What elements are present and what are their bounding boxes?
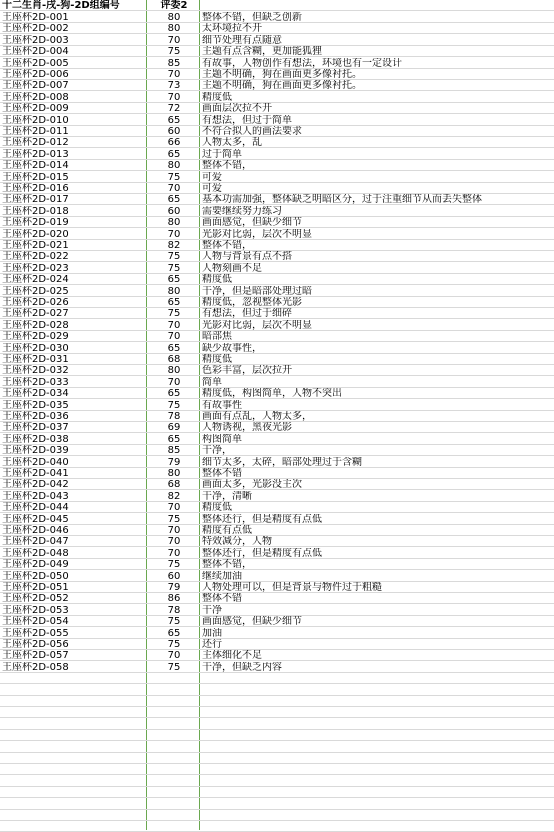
table-row	[0, 662, 554, 673]
header-cell-id[interactable]: 十二生肖-戌-狗-2D组编号	[2, 0, 120, 11]
cell-entry-id[interactable]: 王座杯2D-052	[2, 593, 69, 605]
cell-entry-id[interactable]: 王座杯2D-028	[2, 319, 69, 331]
cell-comment[interactable]: 色彩丰富，层次拉开	[202, 365, 292, 377]
cell-comment[interactable]: 特效减分，人物	[202, 536, 272, 548]
cell-score[interactable]: 65	[167, 297, 181, 308]
cell-entry-id[interactable]: 王座杯2D-038	[2, 433, 69, 445]
cell-comment[interactable]: 需要继续努力练习	[202, 205, 282, 217]
table-row	[0, 160, 554, 171]
cell-comment[interactable]: 简单	[202, 376, 222, 388]
header-cell-judge[interactable]: 评委2	[160, 0, 188, 11]
cell-score[interactable]: 85	[167, 57, 181, 69]
cell-entry-id[interactable]: 王座杯2D-022	[2, 251, 69, 263]
cell-score[interactable]: 75	[167, 262, 181, 274]
table-row	[0, 69, 554, 80]
table-row	[0, 274, 554, 285]
cell-entry-id[interactable]: 王座杯2D-036	[2, 411, 69, 422]
cell-comment[interactable]: 精度低，构图简单，人物不突出	[202, 388, 342, 400]
cell-score[interactable]: 70	[167, 502, 181, 514]
cell-entry-id[interactable]: 王座杯2D-035	[2, 399, 69, 411]
cell-score[interactable]: 82	[167, 240, 181, 251]
table-row	[0, 605, 554, 616]
table-row	[0, 548, 554, 559]
cell-entry-id[interactable]: 王座杯2D-005	[2, 57, 69, 69]
cell-score[interactable]: 70	[167, 34, 181, 46]
table-row	[0, 422, 554, 433]
cell-entry-id[interactable]: 王座杯2D-033	[2, 376, 69, 388]
empty-row	[0, 821, 554, 832]
cell-comment[interactable]: 精度低	[202, 274, 232, 286]
cell-entry-id[interactable]: 王座杯2D-023	[2, 262, 69, 274]
cell-score[interactable]: 72	[167, 103, 181, 115]
table-row	[0, 571, 554, 582]
cell-score[interactable]: 70	[167, 536, 181, 548]
empty-row	[0, 673, 554, 684]
cell-score[interactable]: 65	[167, 342, 181, 354]
table-row	[0, 593, 554, 604]
empty-row	[0, 753, 554, 764]
table-row	[0, 149, 554, 160]
cell-score[interactable]: 75	[167, 251, 181, 263]
table-row	[0, 331, 554, 342]
cell-entry-id[interactable]: 王座杯2D-044	[2, 502, 69, 514]
cell-score[interactable]: 60	[167, 570, 181, 582]
cell-comment[interactable]: 干净，清晰	[202, 490, 252, 502]
cell-entry-id[interactable]: 王座杯2D-020	[2, 228, 69, 240]
cell-entry-id[interactable]: 王座杯2D-034	[2, 388, 69, 400]
table-row	[0, 308, 554, 319]
cell-score[interactable]: 68	[167, 479, 181, 491]
cell-entry-id[interactable]: 王座杯2D-049	[2, 559, 69, 571]
cell-entry-id[interactable]: 王座杯2D-015	[2, 171, 69, 183]
cell-score[interactable]: 70	[167, 525, 181, 536]
cell-entry-id[interactable]: 王座杯2D-041	[2, 468, 69, 479]
table-row	[0, 434, 554, 445]
cell-comment[interactable]: 干净，	[202, 445, 232, 457]
cell-entry-id[interactable]: 王座杯2D-011	[2, 126, 69, 137]
cell-comment[interactable]: 人物太多，乱	[202, 137, 262, 149]
table-row	[0, 251, 554, 262]
cell-score[interactable]: 70	[167, 319, 181, 331]
table-row	[0, 172, 554, 183]
table-row	[0, 286, 554, 297]
cell-comment[interactable]: 可爱	[202, 171, 222, 183]
cell-entry-id[interactable]: 王座杯2D-014	[2, 160, 69, 172]
cell-comment[interactable]: 干净，但是暗部处理过暗	[202, 285, 312, 297]
cell-entry-id[interactable]: 王座杯2D-021	[2, 240, 69, 251]
table-row	[0, 388, 554, 399]
cell-entry-id[interactable]: 王座杯2D-047	[2, 536, 69, 548]
cell-score[interactable]: 75	[167, 639, 181, 650]
cell-comment[interactable]: 细节处理有点随意	[202, 34, 282, 46]
cell-comment[interactable]: 精度低	[202, 502, 232, 514]
table-row	[0, 365, 554, 376]
table-row	[0, 240, 554, 251]
cell-entry-id[interactable]: 王座杯2D-030	[2, 342, 69, 354]
cell-score[interactable]: 73	[167, 80, 181, 92]
cell-score[interactable]: 65	[167, 194, 181, 206]
cell-comment[interactable]: 过于简单	[202, 148, 242, 160]
cell-comment[interactable]: 干净	[202, 604, 222, 616]
cell-entry-id[interactable]: 王座杯2D-048	[2, 547, 69, 559]
table-row	[0, 343, 554, 354]
cell-score[interactable]: 65	[167, 274, 181, 286]
cell-comment[interactable]: 人物与背景有点不搭	[202, 251, 292, 263]
cell-entry-id[interactable]: 王座杯2D-026	[2, 297, 69, 308]
cell-comment[interactable]: 人物诱视，黑夜光影	[202, 422, 292, 434]
cell-score[interactable]: 65	[167, 627, 181, 639]
cell-comment[interactable]: 细节太多，太碎，暗部处理过于含糊	[202, 456, 362, 468]
cell-entry-id[interactable]: 王座杯2D-032	[2, 365, 69, 377]
cell-entry-id[interactable]: 王座杯2D-009	[2, 103, 69, 115]
cell-score[interactable]: 68	[167, 354, 181, 365]
cell-comment[interactable]: 光影对比弱，层次不明显	[202, 319, 312, 331]
cell-score[interactable]: 80	[167, 217, 181, 229]
cell-score[interactable]: 80	[167, 23, 181, 35]
cell-comment[interactable]: 整体还行，但是精度有点低	[202, 513, 322, 525]
cell-comment[interactable]: 画面感觉，但缺少细节	[202, 616, 302, 628]
table-row	[0, 411, 554, 422]
cell-score[interactable]: 80	[167, 468, 181, 479]
empty-row	[0, 787, 554, 798]
table-row	[0, 639, 554, 650]
cell-comment[interactable]: 画面层次拉不开	[202, 103, 272, 115]
cell-score[interactable]: 86	[167, 593, 181, 605]
table-row	[0, 616, 554, 627]
cell-score[interactable]: 70	[167, 331, 181, 343]
cell-score[interactable]: 75	[167, 399, 181, 411]
cell-score[interactable]: 70	[167, 376, 181, 388]
table-row	[0, 400, 554, 411]
cell-comment[interactable]: 缺少故事性，	[202, 342, 262, 354]
table-row	[0, 229, 554, 240]
cell-entry-id[interactable]: 王座杯2D-002	[2, 23, 69, 35]
cell-comment[interactable]: 光影对比弱，层次不明显	[202, 228, 312, 240]
cell-comment[interactable]: 有故事，人物创作有想法，环境也有一定设计	[202, 57, 402, 69]
cell-score[interactable]: 70	[167, 91, 181, 103]
cell-comment[interactable]: 构图简单	[202, 433, 242, 445]
table-row	[0, 92, 554, 103]
table-row	[0, 103, 554, 114]
cell-comment[interactable]: 整体不错，但缺乏创新	[202, 12, 302, 23]
cell-score[interactable]: 75	[167, 46, 181, 58]
cell-score[interactable]: 78	[167, 411, 181, 422]
table-row	[0, 126, 554, 137]
table-row	[0, 80, 554, 91]
cell-entry-id[interactable]: 王座杯2D-050	[2, 570, 69, 582]
table-row	[0, 23, 554, 34]
cell-entry-id[interactable]: 王座杯2D-013	[2, 148, 69, 160]
cell-comment[interactable]: 暗部焦	[202, 331, 232, 343]
cell-entry-id[interactable]: 王座杯2D-056	[2, 639, 69, 650]
table-row	[0, 217, 554, 228]
cell-entry-id[interactable]: 王座杯2D-018	[2, 205, 69, 217]
cell-comment[interactable]: 干净，但缺乏内容	[202, 661, 282, 673]
cell-comment[interactable]: 继续加油	[202, 570, 242, 582]
table-row	[0, 12, 554, 23]
empty-row	[0, 685, 554, 696]
cell-score[interactable]: 80	[167, 365, 181, 377]
table-row	[0, 297, 554, 308]
cell-comment[interactable]: 主题不明确，狗在画面更多像衬托。	[202, 80, 362, 92]
cell-comment[interactable]: 精度低	[202, 91, 232, 103]
cell-entry-id[interactable]: 王座杯2D-054	[2, 616, 69, 628]
cell-comment[interactable]: 还行	[202, 639, 222, 650]
cell-entry-id[interactable]: 王座杯2D-024	[2, 274, 69, 286]
table-row	[0, 206, 554, 217]
table-row	[0, 58, 554, 69]
cell-score[interactable]: 70	[167, 228, 181, 240]
cell-score[interactable]: 66	[167, 137, 181, 149]
table-row	[0, 525, 554, 536]
cell-comment[interactable]: 整体不错	[202, 468, 242, 479]
cell-entry-id[interactable]: 王座杯2D-001	[2, 12, 69, 23]
cell-entry-id[interactable]: 王座杯2D-031	[2, 354, 69, 365]
table-row	[0, 354, 554, 365]
cell-comment[interactable]: 精度有点低	[202, 525, 252, 536]
cell-entry-id[interactable]: 王座杯2D-037	[2, 422, 69, 434]
cell-entry-id[interactable]: 王座杯2D-055	[2, 627, 69, 639]
cell-entry-id[interactable]: 王座杯2D-010	[2, 114, 69, 126]
cell-comment[interactable]: 整体不错	[202, 593, 242, 605]
cell-score[interactable]: 60	[167, 205, 181, 217]
cell-entry-id[interactable]: 王座杯2D-019	[2, 217, 69, 229]
empty-row	[0, 776, 554, 787]
cell-entry-id[interactable]: 王座杯2D-057	[2, 650, 69, 662]
table-row	[0, 183, 554, 194]
table-row	[0, 559, 554, 570]
cell-comment[interactable]: 主题不明确，狗在画面更多像衬托。	[202, 69, 362, 80]
cell-score[interactable]: 79	[167, 456, 181, 468]
cell-entry-id[interactable]: 王座杯2D-004	[2, 46, 69, 58]
cell-score[interactable]: 70	[167, 650, 181, 662]
table-row	[0, 468, 554, 479]
cell-score[interactable]: 65	[167, 388, 181, 400]
cell-score[interactable]: 80	[167, 12, 181, 23]
cell-entry-id[interactable]: 王座杯2D-027	[2, 308, 69, 320]
cell-comment[interactable]: 精度低	[202, 354, 232, 365]
cell-comment[interactable]: 人物处理可以，但是背景与物件过于粗糙	[202, 582, 382, 593]
table-row	[0, 479, 554, 490]
cell-entry-id[interactable]: 王座杯2D-046	[2, 525, 69, 536]
cell-comment[interactable]: 整体不错，	[202, 160, 252, 172]
table-row	[0, 491, 554, 502]
empty-row	[0, 696, 554, 707]
cell-comment[interactable]: 整体不错，	[202, 559, 252, 571]
cell-comment[interactable]: 精度低，忽视整体光影	[202, 297, 302, 308]
cell-score[interactable]: 82	[167, 490, 181, 502]
table-row	[0, 650, 554, 661]
cell-comment[interactable]: 整体不错，	[202, 240, 252, 251]
cell-entry-id[interactable]: 王座杯2D-006	[2, 69, 69, 80]
table-row	[0, 320, 554, 331]
cell-comment[interactable]: 基本功需加强，整体缺乏明暗区分，过于注重细节从而丢失整体	[202, 194, 482, 206]
cell-score[interactable]: 60	[167, 126, 181, 137]
empty-row	[0, 742, 554, 753]
table-row	[0, 445, 554, 456]
header-cell-comment[interactable]	[202, 0, 554, 11]
table-row	[0, 502, 554, 513]
table-row	[0, 263, 554, 274]
table-row	[0, 137, 554, 148]
cell-score[interactable]: 65	[167, 433, 181, 445]
cell-score[interactable]: 75	[167, 171, 181, 183]
cell-comment[interactable]: 加油	[202, 627, 222, 639]
cell-comment[interactable]: 主题有点含糊，更加能狐狸	[202, 46, 322, 58]
cell-entry-id[interactable]: 王座杯2D-053	[2, 604, 69, 616]
cell-score[interactable]: 78	[167, 604, 181, 616]
cell-entry-id[interactable]: 王座杯2D-058	[2, 661, 69, 673]
table-row	[0, 46, 554, 57]
cell-entry-id[interactable]: 王座杯2D-039	[2, 445, 69, 457]
cell-comment[interactable]: 画面有点乱，人物太多，	[202, 411, 312, 422]
cell-entry-id[interactable]: 王座杯2D-017	[2, 194, 69, 206]
cell-score[interactable]: 75	[167, 559, 181, 571]
cell-entry-id[interactable]: 王座杯2D-043	[2, 490, 69, 502]
empty-row	[0, 799, 554, 810]
cell-comment[interactable]: 画面太多，光影没主次	[202, 479, 302, 491]
cell-entry-id[interactable]: 王座杯2D-045	[2, 513, 69, 525]
cell-comment[interactable]: 有想法，但过于细碎	[202, 308, 292, 320]
table-row	[0, 377, 554, 388]
cell-entry-id[interactable]: 王座杯2D-051	[2, 582, 69, 593]
cell-comment[interactable]: 不符合拟人的画法要求	[202, 126, 302, 137]
cell-entry-id[interactable]: 王座杯2D-003	[2, 34, 69, 46]
cell-entry-id[interactable]: 王座杯2D-007	[2, 80, 69, 92]
cell-entry-id[interactable]: 王座杯2D-040	[2, 456, 69, 468]
cell-comment[interactable]: 画面感觉，但缺少细节	[202, 217, 302, 229]
cell-score[interactable]: 80	[167, 285, 181, 297]
table-row	[0, 536, 554, 547]
cell-entry-id[interactable]: 王座杯2D-029	[2, 331, 69, 343]
cell-score[interactable]: 75	[167, 661, 181, 673]
table-row	[0, 628, 554, 639]
cell-score[interactable]: 80	[167, 160, 181, 172]
cell-score[interactable]: 75	[167, 308, 181, 320]
empty-row	[0, 719, 554, 730]
cell-score[interactable]: 85	[167, 445, 181, 457]
cell-comment[interactable]: 有故事性	[202, 399, 242, 411]
empty-row	[0, 707, 554, 718]
cell-comment[interactable]: 可爱	[202, 183, 222, 194]
cell-comment[interactable]: 人物刻画不足	[202, 262, 262, 274]
cell-score[interactable]: 70	[167, 69, 181, 80]
cell-score[interactable]: 70	[167, 547, 181, 559]
cell-entry-id[interactable]: 王座杯2D-008	[2, 91, 69, 103]
empty-row	[0, 810, 554, 821]
cell-score[interactable]: 70	[167, 183, 181, 194]
table-row	[0, 582, 554, 593]
cell-comment[interactable]: 太环境拉不开	[202, 23, 262, 35]
table-row	[0, 35, 554, 46]
cell-entry-id[interactable]: 王座杯2D-025	[2, 285, 69, 297]
cell-score[interactable]: 79	[167, 582, 181, 593]
empty-row	[0, 730, 554, 741]
cell-score[interactable]: 65	[167, 114, 181, 126]
table-row	[0, 194, 554, 205]
table-row	[0, 115, 554, 126]
table-row	[0, 514, 554, 525]
cell-entry-id[interactable]: 王座杯2D-016	[2, 183, 69, 194]
empty-row	[0, 764, 554, 775]
cell-comment[interactable]: 主体细化不足	[202, 650, 262, 662]
cell-comment[interactable]: 整体还行，但是精度有点低	[202, 547, 322, 559]
cell-comment[interactable]: 有想法，但过于简单	[202, 114, 292, 126]
cell-score[interactable]: 65	[167, 148, 181, 160]
header-row	[0, 0, 554, 11]
cell-entry-id[interactable]: 王座杯2D-012	[2, 137, 69, 149]
cell-score[interactable]: 69	[167, 422, 181, 434]
cell-score[interactable]: 75	[167, 616, 181, 628]
table-row	[0, 457, 554, 468]
cell-score[interactable]: 75	[167, 513, 181, 525]
cell-entry-id[interactable]: 王座杯2D-042	[2, 479, 69, 491]
